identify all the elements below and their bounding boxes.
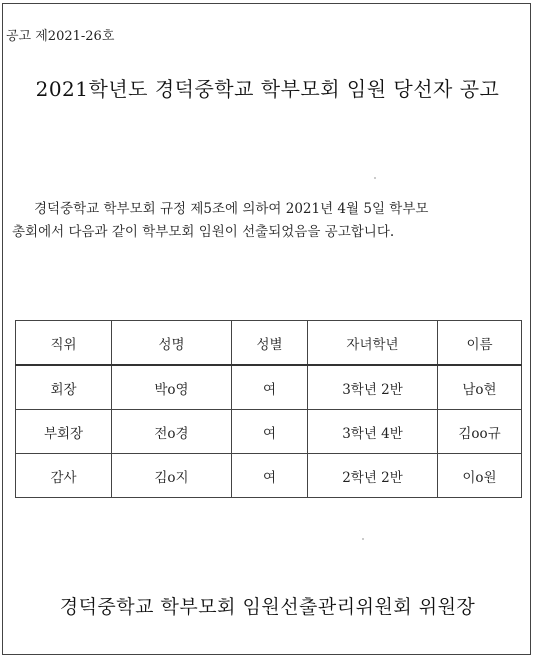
table-row <box>16 410 522 454</box>
cell-gender: 여 <box>232 410 308 454</box>
scan-speck <box>374 177 376 179</box>
cell-position: 감사 <box>16 454 112 498</box>
announcement-line-2: 총회에서 다음과 같이 학부모회 임원이 선출되었음을 공고합니다. <box>12 224 395 240</box>
cell-position: 회장 <box>16 365 112 410</box>
cell-name: 김o지 <box>112 454 232 498</box>
cell-child-grade: 3학년 2반 <box>308 365 438 410</box>
cell-child-grade: 3학년 4반 <box>308 410 438 454</box>
cell-child-grade: 2학년 2반 <box>308 454 438 498</box>
cell-name: 전o경 <box>112 410 232 454</box>
officers-table <box>15 320 522 498</box>
announcement-line-1: 경덕중학교 학부모회 규정 제5조에 의하여 2021년 4월 5일 학부모 <box>34 201 429 217</box>
document-title: 2021학년도 경덕중학교 학부모회 임원 당선자 공고 <box>35 77 500 101</box>
table-row <box>16 454 522 498</box>
cell-gender: 여 <box>232 365 308 410</box>
cell-name: 박o영 <box>112 365 232 410</box>
table-row <box>16 365 522 410</box>
scan-speck <box>362 538 364 540</box>
table-header-row <box>16 321 522 366</box>
notice-number: 공고 제2021-26호 <box>6 29 115 44</box>
header-gender: 성별 <box>232 321 308 366</box>
header-name: 성명 <box>112 321 232 366</box>
cell-child-name: 남o현 <box>438 365 522 410</box>
header-child-grade: 자녀학년 <box>308 321 438 366</box>
committee-signature: 경덕중학교 학부모회 임원선출관리위원회 위원장 <box>59 596 476 618</box>
cell-child-name: 김oo규 <box>438 410 522 454</box>
header-position: 직위 <box>16 321 112 366</box>
cell-position: 부회장 <box>16 410 112 454</box>
cell-gender: 여 <box>232 454 308 498</box>
cell-child-name: 이o원 <box>438 454 522 498</box>
announcement-body <box>12 198 530 244</box>
header-child-name: 이름 <box>438 321 522 366</box>
